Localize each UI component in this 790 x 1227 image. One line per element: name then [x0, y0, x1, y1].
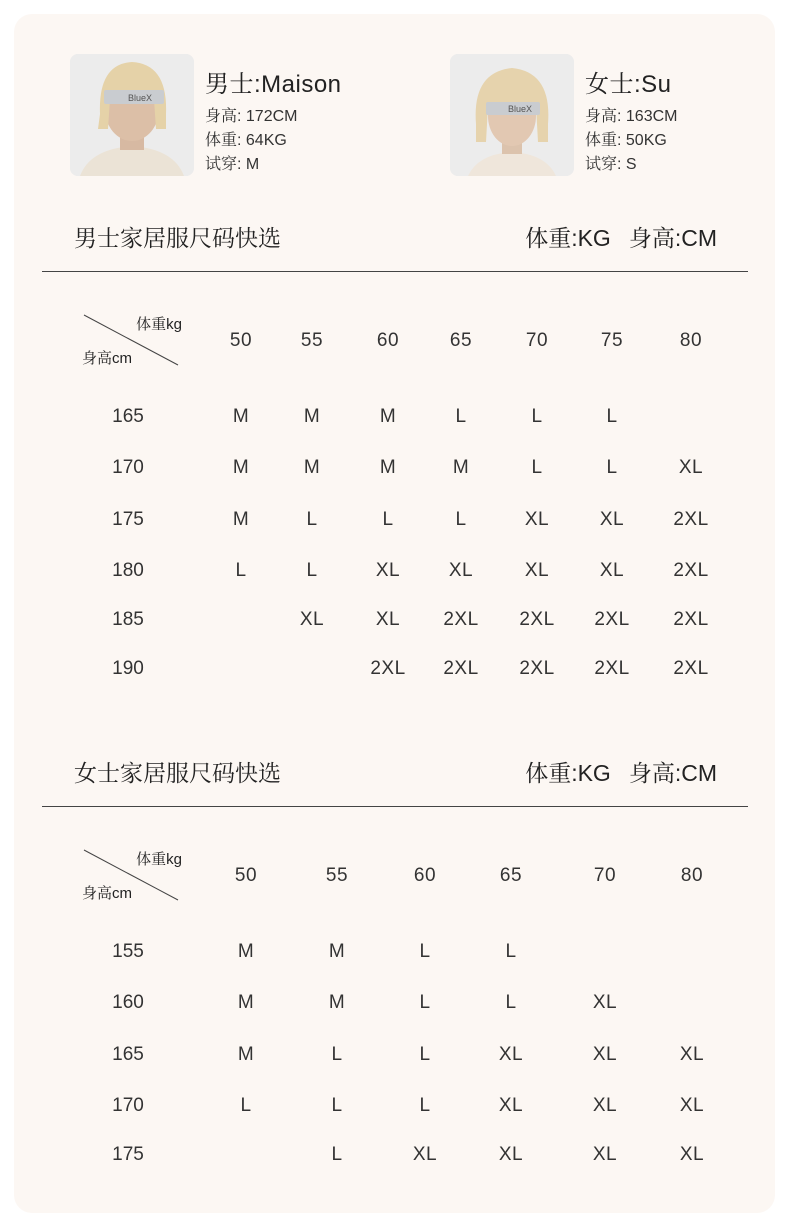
women-size-cell: M: [328, 992, 346, 1013]
women-corner-height-label: 身高cm: [82, 885, 132, 902]
men-height-label: 185: [112, 609, 144, 630]
male-model-photo: [70, 54, 194, 176]
female-model-name: 女士:Su: [585, 71, 672, 98]
men-size-cell: L: [531, 457, 543, 478]
men-corner-height-label: 身高cm: [82, 350, 132, 367]
men-height-label: 175: [112, 509, 144, 530]
male-glasses-logo: BlueX: [128, 93, 153, 103]
female-model-photo: [450, 54, 574, 176]
women-size-cell: L: [505, 992, 517, 1013]
women-size-cell: M: [237, 941, 255, 962]
men-weight-header: 50: [229, 330, 253, 351]
women-height-label: 175: [112, 1144, 144, 1165]
women-size-cell: XL: [592, 1044, 618, 1065]
men-divider: [42, 271, 748, 272]
male-model-weight: 体重: 64KG: [205, 132, 287, 149]
women-section-header: [14, 751, 775, 791]
women-weight-header: 50: [234, 865, 258, 886]
women-weight-header: 80: [680, 865, 704, 886]
men-size-cell: XL: [375, 560, 401, 581]
men-weight-header: 70: [525, 330, 549, 351]
women-weight-header: 70: [593, 865, 617, 886]
women-size-cell: L: [331, 1095, 343, 1116]
men-section-header: [14, 216, 775, 256]
women-size-cell: XL: [498, 1144, 524, 1165]
men-size-cell: L: [306, 509, 318, 530]
female-model-card: [450, 54, 780, 179]
men-size-cell: L: [455, 509, 467, 530]
women-weight-header: 65: [499, 865, 523, 886]
men-size-cell: M: [232, 406, 250, 427]
men-size-cell: L: [455, 406, 467, 427]
men-size-cell: XL: [524, 560, 550, 581]
men-size-cell: 2XL: [443, 658, 479, 679]
men-size-cell: L: [306, 560, 318, 581]
men-weight-header: 80: [679, 330, 703, 351]
female-model-weight: 体重: 50KG: [585, 132, 667, 149]
women-size-cell: L: [240, 1095, 252, 1116]
men-size-cell: XL: [599, 560, 625, 581]
male-model-name: 男士:Maison: [205, 71, 342, 98]
women-size-cell: XL: [592, 1095, 618, 1116]
men-size-cell: XL: [599, 509, 625, 530]
female-glasses-logo: BlueX: [508, 104, 533, 114]
women-size-cell: L: [505, 941, 517, 962]
men-size-cell: M: [452, 457, 470, 478]
men-height-label: 180: [112, 560, 144, 581]
men-size-cell: XL: [448, 560, 474, 581]
men-size-cell: L: [531, 406, 543, 427]
men-size-cell: M: [232, 509, 250, 530]
women-size-cell: L: [419, 992, 431, 1013]
men-size-cell: 2XL: [370, 658, 406, 679]
male-model-card: [70, 54, 400, 179]
male-model-height: 身高: 172CM: [205, 108, 298, 125]
women-size-cell: M: [237, 992, 255, 1013]
women-size-cell: XL: [592, 1144, 618, 1165]
men-size-cell: L: [606, 406, 618, 427]
female-model-tryon: 试穿: S: [585, 156, 637, 173]
women-size-cell: XL: [679, 1144, 705, 1165]
men-size-cell: 2XL: [673, 609, 709, 630]
women-size-cell: L: [419, 941, 431, 962]
men-size-cell: 2XL: [594, 609, 630, 630]
women-section-units: [507, 755, 717, 788]
men-section-title: 男士家居服尺码快选: [74, 225, 281, 251]
women-size-cell: XL: [498, 1095, 524, 1116]
women-size-cell: XL: [592, 992, 618, 1013]
men-units-weight: 体重:KG: [525, 225, 611, 251]
men-size-cell: M: [379, 457, 397, 478]
men-size-cell: L: [235, 560, 247, 581]
women-divider: [42, 806, 748, 807]
men-height-label: 190: [112, 658, 144, 679]
women-weight-header: 60: [413, 865, 437, 886]
women-size-cell: L: [331, 1144, 343, 1165]
women-size-cell: M: [237, 1044, 255, 1065]
women-height-label: 165: [112, 1044, 144, 1065]
women-size-cell: M: [328, 941, 346, 962]
men-size-cell: L: [606, 457, 618, 478]
women-units-height: 身高:CM: [628, 760, 717, 786]
men-size-cell: XL: [524, 509, 550, 530]
men-size-cell: 2XL: [443, 609, 479, 630]
men-height-label: 165: [112, 406, 144, 427]
men-height-label: 170: [112, 457, 144, 478]
men-size-cell: 2XL: [673, 509, 709, 530]
women-size-cell: XL: [498, 1044, 524, 1065]
women-size-cell: L: [331, 1044, 343, 1065]
men-table-corner: [82, 313, 182, 373]
men-weight-header: 65: [449, 330, 473, 351]
women-size-cell: XL: [412, 1144, 438, 1165]
male-model-tryon: 试穿: M: [205, 156, 260, 173]
men-size-cell: XL: [375, 609, 401, 630]
men-size-cell: M: [303, 457, 321, 478]
men-weight-header: 60: [376, 330, 400, 351]
women-height-label: 170: [112, 1095, 144, 1116]
men-section-units: [507, 220, 717, 253]
men-size-cell: XL: [678, 457, 704, 478]
women-table-corner: [82, 848, 182, 908]
women-corner-weight-label: 体重kg: [136, 851, 182, 868]
men-corner-weight-label: 体重kg: [136, 316, 182, 333]
men-size-cell: L: [382, 509, 394, 530]
men-size-cell: XL: [299, 609, 325, 630]
men-weight-header: 75: [600, 330, 624, 351]
women-section-title: 女士家居服尺码快选: [74, 760, 281, 786]
men-size-cell: M: [379, 406, 397, 427]
female-model-height: 身高: 163CM: [585, 108, 678, 125]
women-height-label: 160: [112, 992, 144, 1013]
size-guide-card: [14, 14, 775, 1213]
women-size-cell: XL: [679, 1095, 705, 1116]
men-size-cell: M: [303, 406, 321, 427]
women-size-cell: L: [419, 1044, 431, 1065]
men-size-cell: M: [232, 457, 250, 478]
men-weight-header: 55: [300, 330, 324, 351]
women-size-cell: XL: [679, 1044, 705, 1065]
women-weight-header: 55: [325, 865, 349, 886]
men-size-cell: 2XL: [519, 658, 555, 679]
men-units-height: 身高:CM: [628, 225, 717, 251]
men-size-cell: 2XL: [673, 658, 709, 679]
women-height-label: 155: [112, 941, 144, 962]
women-size-cell: L: [419, 1095, 431, 1116]
women-units-weight: 体重:KG: [525, 760, 611, 786]
men-size-cell: 2XL: [673, 560, 709, 581]
men-size-cell: 2XL: [519, 609, 555, 630]
men-size-cell: 2XL: [594, 658, 630, 679]
